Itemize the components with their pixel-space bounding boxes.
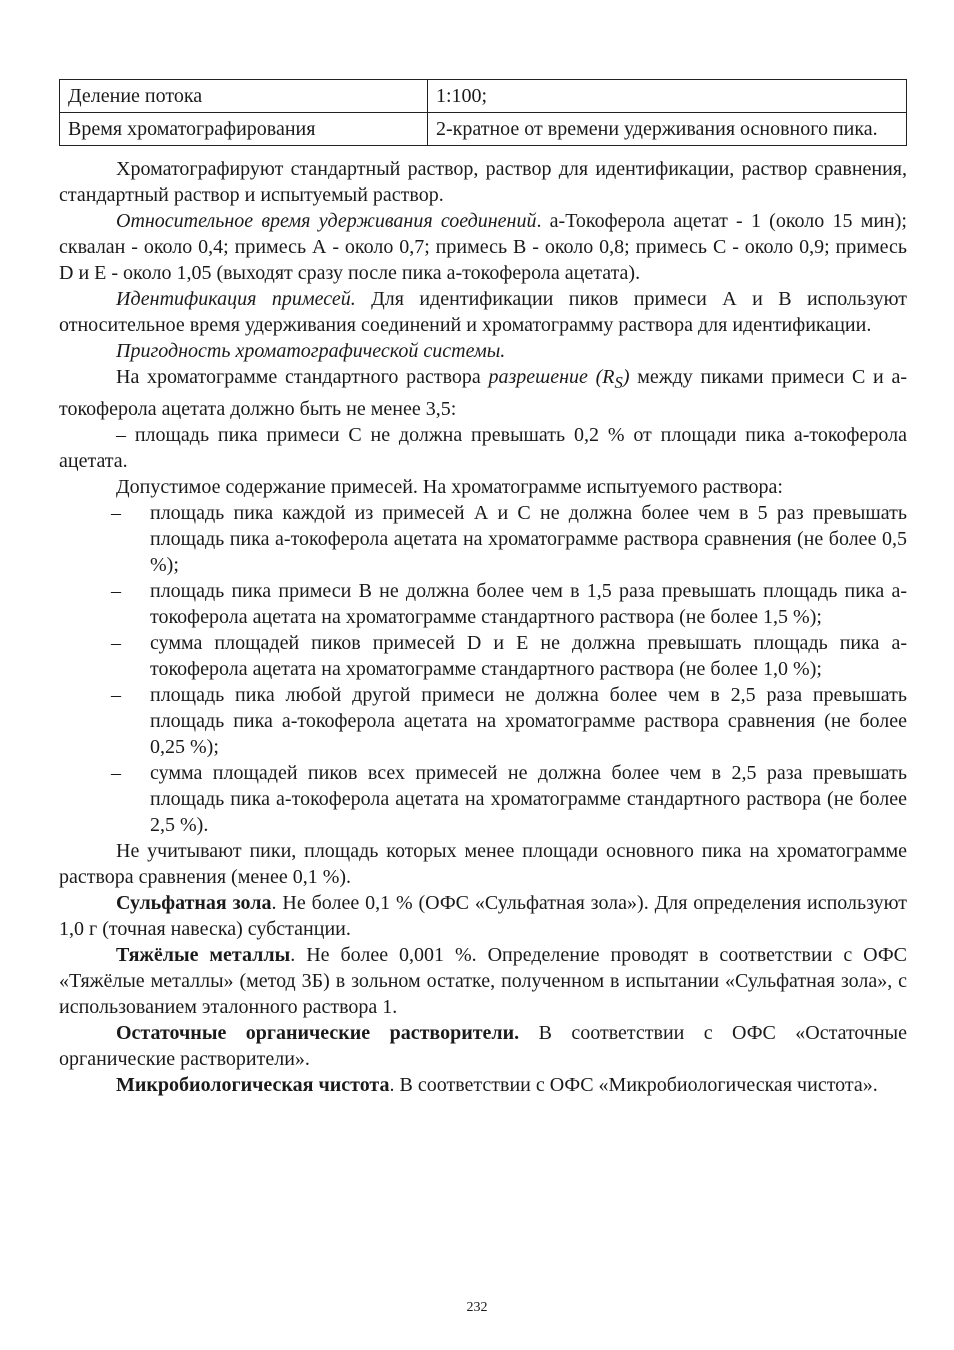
system-suitability-heading xyxy=(59,338,907,364)
resolution-subscript: S xyxy=(614,373,623,392)
sulfated-ash-paragraph xyxy=(59,890,907,942)
list-item-text: сумма площадей пиков всех примесей не должна более чем в 2,5 раза превышать площадь пика а-токоферола ацетата на хроматограмме стандартного раствора (не более 2,5 %). xyxy=(150,762,907,836)
impurity-c-area-paragraph: – площадь пика примеси С не должна превышать 0,2 % от площади пика а-токоферола ацетата. xyxy=(59,424,907,472)
heavy-metals-paragraph xyxy=(59,942,907,1020)
table-cell-value: 2-кратное от времени удерживания основного пика. xyxy=(428,113,907,146)
list-dash: – xyxy=(111,632,121,654)
chromatography-parameters-table xyxy=(59,79,907,146)
list-dash: – xyxy=(111,762,121,784)
page-number: 232 xyxy=(466,1300,488,1315)
relative-retention-label: Относительное время удерживания соединений xyxy=(116,210,537,232)
sulfated-ash-label: Сульфатная зола xyxy=(116,892,272,914)
residual-solvents-paragraph xyxy=(59,1020,907,1072)
resolution-label-text: разрешение (R xyxy=(488,366,615,388)
impurity-identification-paragraph xyxy=(59,286,907,338)
list-dash: – xyxy=(111,684,121,706)
residual-solvents-text: В соответствии с ОФС «Остаточные органические растворители». xyxy=(59,1022,907,1070)
document-page xyxy=(59,79,907,1098)
table-row xyxy=(60,113,907,146)
impurity-identification-label: Идентификация примесей. xyxy=(116,288,356,310)
system-suitability-label: Пригодность хроматографической системы. xyxy=(116,340,506,362)
list-item xyxy=(59,760,907,838)
heavy-metals-text: . Не более 0,001 %. Определение проводят в соответствии с ОФС «Тяжёлые металлы» (метод 3Б) в зольном остатке, полученном в испытании «Сульфатная зола», с использованием эталонного раствора 1. xyxy=(59,944,907,1018)
table-cell-param: Деление потока xyxy=(60,80,428,113)
relative-retention-text: . а-Токоферола ацетат - 1 (около 15 мин); сквалан - около 0,4; примесь А - около 0,7; примесь В - около 0,8; примесь С - около 0,9; примесь D и Е - около 1,05 (выходят сразу после пика а-токоферола ацетата). xyxy=(59,210,907,284)
list-item-text: сумма площадей пиков примесей D и Е не должна превышать площадь пика а-токоферола ацетата на хроматограмме стандартного раствора (не более 1,0 %); xyxy=(150,632,907,680)
list-item xyxy=(59,578,907,630)
list-item-text: площадь пика примеси В не должна более чем в 1,5 раза превышать площадь пика а-токоферола ацетата на хроматограмме стандартного раствора (не более 1,5 %); xyxy=(150,580,907,628)
disregard-paragraph: Не учитывают пики, площадь которых менее площади основного пика на хроматограмме раствора сравнения (менее 0,1 %). xyxy=(59,840,907,888)
table-cell-value: 1:100; xyxy=(428,80,907,113)
microbiological-purity-label: Микробиологическая чистота xyxy=(116,1074,390,1096)
resolution-paragraph xyxy=(59,364,907,422)
resolution-text-2: между пиками примеси С и а-токоферола ацетата должно быть не менее 3,5: xyxy=(59,366,907,420)
sulfated-ash-text: . Не более 0,1 % (ОФС «Сульфатная зола»). Для определения используют 1,0 г (точная навеска) субстанции. xyxy=(59,892,908,940)
resolution-label-end: ) xyxy=(622,366,630,388)
resolution-label xyxy=(488,366,630,392)
microbiological-purity-text: . В соответствии с ОФС «Микробиологическая чистота». xyxy=(389,1074,878,1096)
table-row xyxy=(60,80,907,113)
list-item xyxy=(59,500,907,578)
relative-retention-paragraph xyxy=(59,208,907,286)
impurity-limits-list xyxy=(59,500,907,838)
heavy-metals-label: Тяжёлые металлы xyxy=(116,944,291,966)
resolution-text-1: На хроматограмме стандартного раствора xyxy=(116,366,489,388)
list-dash: – xyxy=(111,580,121,602)
list-item xyxy=(59,682,907,760)
list-item-text: площадь пика любой другой примеси не должна более чем в 2,5 раза превышать площадь пика а-токоферола ацетата на хроматограмме раствора сравнения (не более 0,25 %); xyxy=(150,684,907,758)
list-item-text: площадь пика каждой из примесей А и С не должна более чем в 5 раз превышать площадь пика а-токоферола ацетата на хроматограмме раствора сравнения (не более 0,5 %); xyxy=(150,502,907,576)
impurity-limits-intro: Допустимое содержание примесей. На хроматограмме испытуемого раствора: xyxy=(116,476,783,498)
list-dash: – xyxy=(111,502,121,524)
chromatograph-paragraph: Хроматографируют стандартный раствор, раствор для идентификации, раствор сравнения, стандартный раствор и испытуемый раствор. xyxy=(59,158,907,206)
residual-solvents-label: Остаточные органические растворители. xyxy=(116,1022,520,1044)
microbiological-purity-paragraph xyxy=(59,1072,907,1098)
list-item xyxy=(59,630,907,682)
impurity-identification-text: Для идентификации пиков примеси А и В используют относительное время удерживания соединений и хроматограмму раствора для идентификации. xyxy=(59,288,907,336)
table-cell-param: Время хроматографирования xyxy=(60,113,428,146)
